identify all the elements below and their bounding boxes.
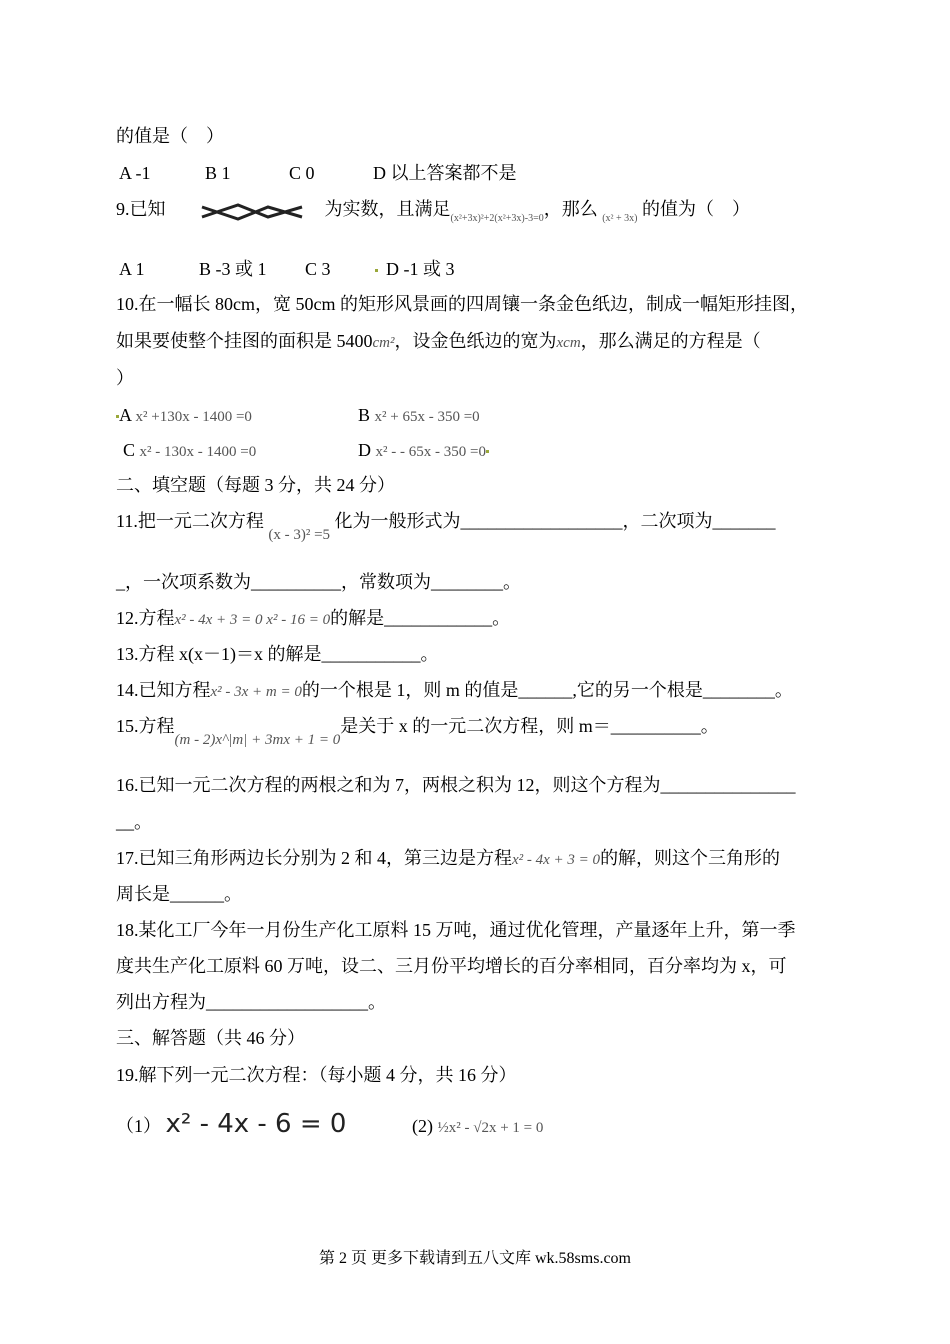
q12: [116, 606, 510, 632]
q19-heading: 19.解下列一元二次方程：（每小题 4 分，共 16 分）: [116, 1065, 517, 1085]
q10-line-1: 10.在一幅长 80cm，宽 50cm 的矩形风景画的四周镶一条金色纸边，制成一幅矩形挂图，: [116, 294, 808, 314]
q15: [116, 714, 719, 752]
stray-dot: [375, 269, 378, 272]
q9-then: ，那么: [543, 199, 598, 220]
q9-options: [116, 257, 455, 281]
q17-b: 的解，则这个三角形的: [600, 848, 781, 868]
q10-line-3: ）: [116, 368, 134, 388]
q12-a: 12.方程: [116, 608, 175, 628]
q10-option-d-label: D: [358, 440, 371, 460]
q9-option-a: A 1: [119, 259, 145, 279]
q10-option-a-eq: x² +130x - 1400 =0: [135, 409, 252, 425]
q9-suffix: 的值为（ ）: [642, 199, 751, 220]
q17-eq: x² - 4x + 3 = 0: [512, 852, 601, 868]
q10-option-b-eq: x² + 65x - 350 =0: [374, 409, 480, 425]
q10-option-c-eq: x² - 130x - 1400 =0: [139, 444, 257, 460]
q15-b: 是关于 x 的一元二次方程，则 m＝__________。: [340, 716, 719, 736]
q17-line-1: [116, 846, 780, 872]
q10-line-2a: 如果要使整个挂图的面积是 5400: [116, 331, 373, 351]
q10-xcm: xcm: [556, 335, 581, 351]
q11-eq: (x - 3)² =5: [268, 527, 331, 543]
q18-line-2: 度共生产化工原料 60 万吨，设二、三月份平均增长的百分率相同，百分率均为 x，可: [116, 956, 787, 976]
q10-option-a-label: A: [119, 405, 132, 425]
q8-option-a: A -1: [119, 163, 151, 183]
q12-eq: x² - 4x + 3 = 0 x² - 16 = 0: [174, 612, 331, 628]
q9-equation-1: (x²+3x)²+2(x²+3x)-3=0: [450, 213, 544, 225]
q19-part-2-label: (2): [412, 1116, 433, 1136]
q8-option-d: D 以上答案都不是: [373, 163, 517, 183]
q15-a: 15.方程: [116, 716, 175, 736]
q10-option-b-label: B: [358, 405, 371, 425]
q16-line-2: __。: [116, 812, 152, 832]
q17-a: 17.已知三角形两边长分别为 2 和 4，第三边是方程: [116, 848, 512, 868]
q10-unit: cm²: [372, 335, 395, 351]
q11-line-2: _，一次项系数为__________，常数项为________。: [116, 572, 521, 592]
q12-b: 的解是____________。: [330, 608, 511, 628]
q19-parts: [116, 1106, 543, 1146]
q10-line-2: [116, 329, 761, 355]
q10-option-c-label: C: [123, 440, 136, 460]
q11-line-1: [116, 509, 776, 547]
page-footer: 第 2 页 更多下载请到五八文库 wk.58sms.com: [318, 1250, 631, 1267]
q19-part-1-label: （1）: [116, 1116, 161, 1136]
q19-part-1-eq: x² - 4x - 6 = 0: [165, 1109, 347, 1139]
q10-line-2b: ，设金色纸边的宽为: [394, 331, 557, 351]
q9-option-c: C 3: [305, 259, 331, 279]
section-2-heading: 二、填空题（每题 3 分，共 24 分）: [116, 475, 395, 495]
q9-stem: [116, 197, 750, 231]
q9-garbled-symbol: [198, 197, 308, 225]
q9-prefix: 9.已知: [116, 199, 166, 220]
q14: [116, 678, 793, 704]
q9-option-d: D -1 或 3: [386, 259, 455, 279]
q11-a: 11.把一元二次方程: [116, 511, 264, 531]
q15-eq: (m - 2)x^|m| + 3mx + 1 = 0: [174, 732, 341, 748]
q13: 13.方程 x(x－1)＝x 的解是___________。: [116, 644, 439, 664]
q17-line-2: 周长是______。: [116, 884, 242, 904]
q10-options-row-2: [116, 438, 489, 464]
q18-line-3: 列出方程为__________________。: [116, 992, 386, 1012]
q16-line-1: 16.已知一元二次方程的两根之和为 7，两根之积为 12，则这个方程为_______________: [116, 775, 796, 795]
q10-line-2c: ，那么满足的方程是（: [580, 331, 761, 351]
q14-b: 的一个根是 1，则 m 的值是______,它的另一个根是________。: [301, 680, 793, 700]
q8-tail: 的值是（ ）: [116, 126, 224, 146]
q9-middle: 为实数，且满足: [324, 199, 451, 220]
q10-option-d-eq: x² - - 65x - 350 =0: [375, 444, 486, 460]
section-3-heading: 三、解答题（共 46 分）: [116, 1028, 305, 1048]
q8-option-c: C 0: [289, 163, 315, 183]
q14-a: 14.已知方程: [116, 680, 211, 700]
q8-options: [116, 161, 517, 185]
q18-line-1: 18.某化工厂今年一月份生产化工原料 15 万吨，通过优化管理，产量逐年上升，第一季: [116, 920, 796, 940]
stray-dot: [486, 450, 489, 453]
q8-option-b: B 1: [205, 163, 231, 183]
q9-option-b: B -3 或 1: [199, 259, 267, 279]
q19-part-2-eq: ½x² - √2x + 1 = 0: [437, 1120, 544, 1136]
q10-options-row-1: [116, 403, 480, 429]
q9-equation-2: (x² + 3x): [602, 213, 638, 225]
q14-eq: x² - 3x + m = 0: [210, 684, 302, 700]
q11-b: 化为一般形式为__________________，二次项为_______: [334, 511, 776, 531]
